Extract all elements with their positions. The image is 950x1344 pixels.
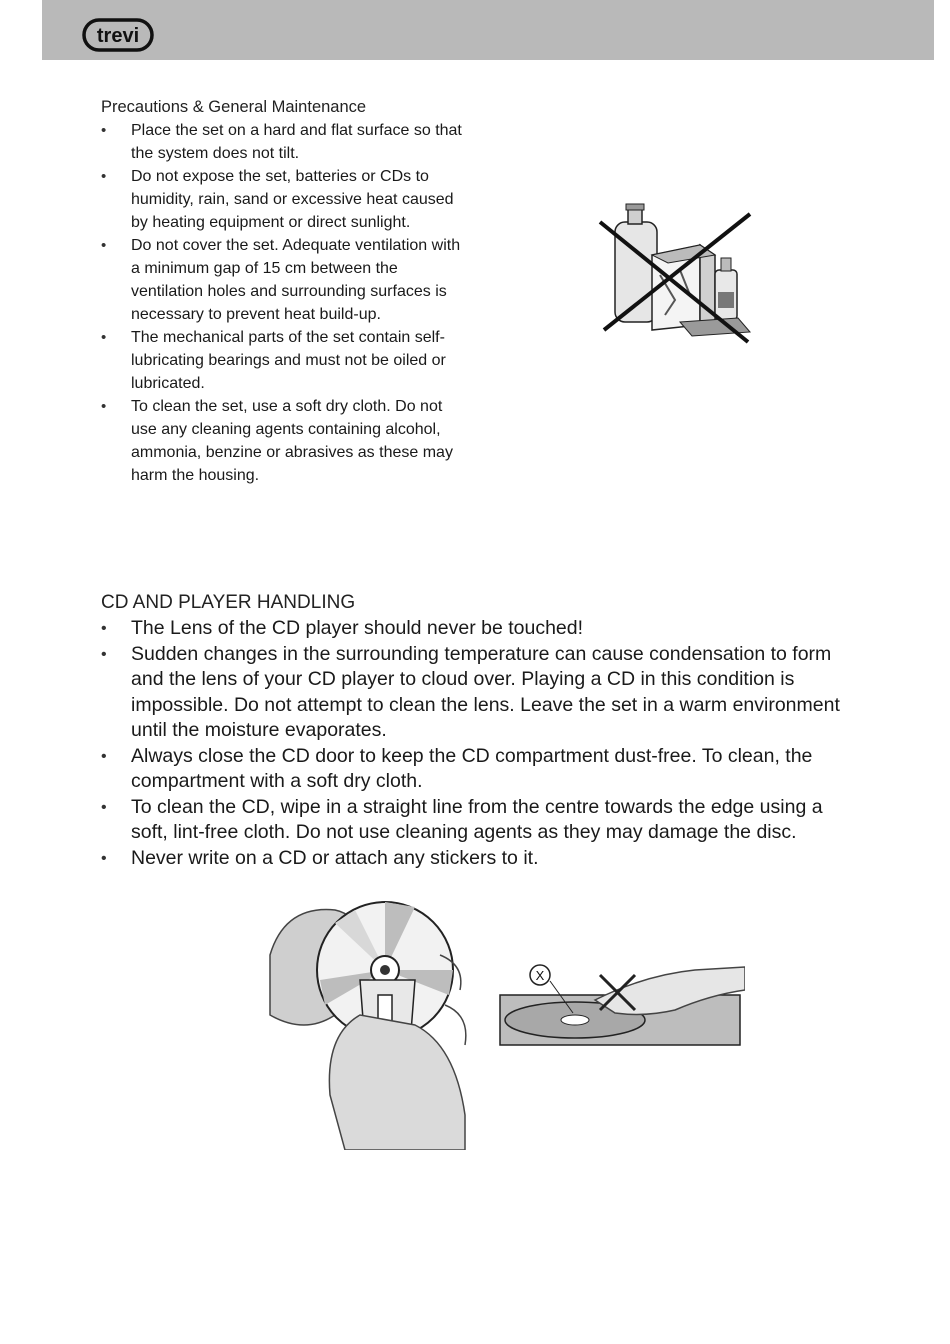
- list-item: • Always close the CD door to keep the CD compartment dust-free. To clean, the compartment with a soft dry cloth.: [101, 744, 841, 795]
- cd-handling-section: [101, 590, 841, 871]
- header-bar: [42, 0, 934, 60]
- cd-handling-list: [101, 616, 841, 871]
- list-item: • The mechanical parts of the set contain self-lubricating bearings and must not be oiled or lubricated.: [101, 326, 471, 395]
- cd-player-lens-illustration: [495, 955, 745, 1050]
- list-item: • Sudden changes in the surrounding temperature can cause condensation to form and the lens of your CD player to cloud over. Playing a CD in this condition is impossible. Do not attempt to clean the lens. Leave the set in a warm environment until the moisture evaporates.: [101, 642, 841, 744]
- precautions-section: [101, 95, 471, 487]
- list-item: • To clean the set, use a soft dry cloth. Do not use any cleaning agents containing alcohol, ammonia, benzine or abrasives as these may harm the housing.: [101, 395, 471, 487]
- cd-wiping-illustration: [265, 895, 495, 1150]
- list-item: • Do not cover the set. Adequate ventilation with a minimum gap of 15 cm between the ventilation holes and surrounding surfaces is necessary to prevent heat build-up.: [101, 234, 471, 326]
- list-item: • Place the set on a hard and flat surface so that the system does not tilt.: [101, 119, 471, 165]
- lens-marker-label: X: [535, 968, 545, 983]
- precautions-heading: Precautions & General Maintenance: [101, 98, 367, 116]
- precautions-list: [101, 119, 471, 487]
- list-item: • Never write on a CD or attach any stickers to it.: [101, 846, 841, 872]
- list-item: • To clean the CD, wipe in a straight line from the centre towards the edge using a soft, lint-free cloth. Do not use cleaning agents as they may damage the disc.: [101, 795, 841, 846]
- svg-text:trevi: trevi: [96, 25, 140, 47]
- list-item: • Do not expose the set, batteries or CDs to humidity, rain, sand or excessive heat caused by heating equipment or direct sunlight.: [101, 165, 471, 234]
- no-cleaning-agents-illustration: [590, 200, 765, 350]
- trevi-logo: [82, 18, 154, 52]
- cd-handling-heading: CD AND PLAYER HANDLING: [101, 592, 356, 613]
- list-item: • The Lens of the CD player should never be touched!: [101, 616, 841, 642]
